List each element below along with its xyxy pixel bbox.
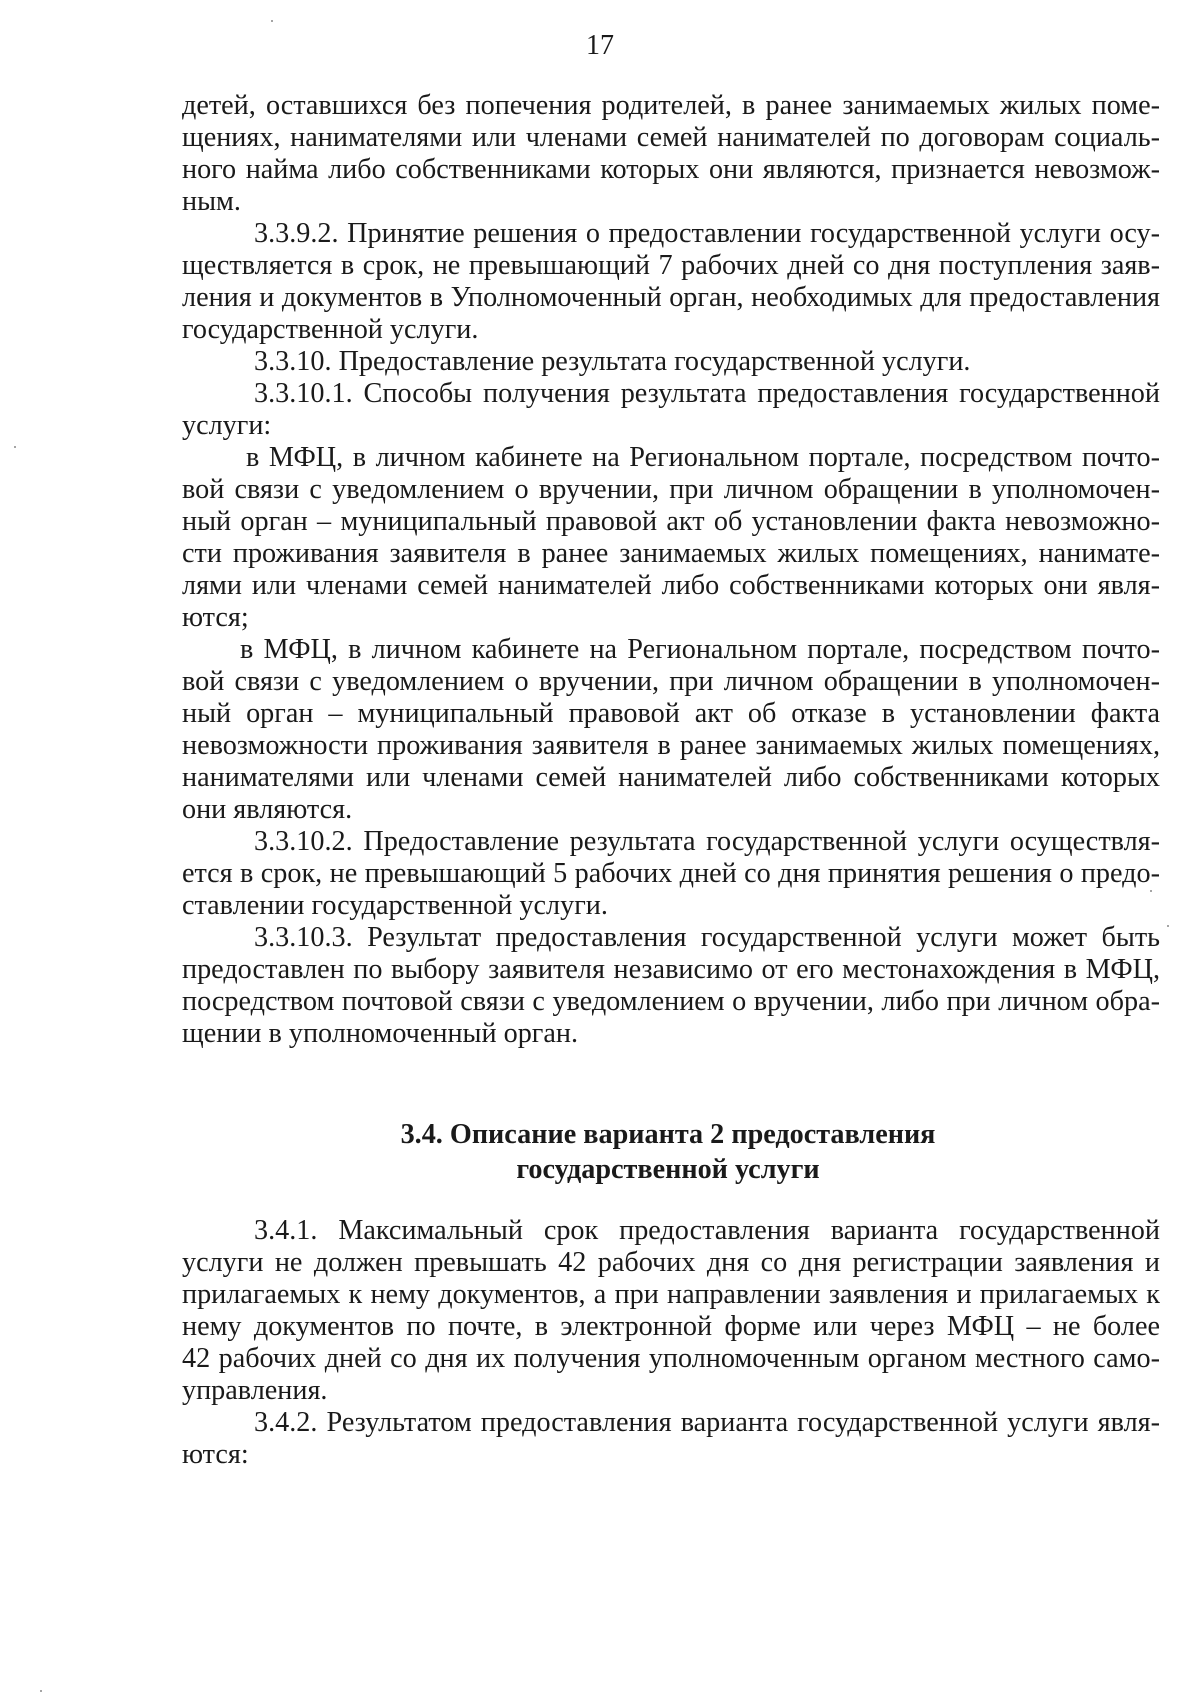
text-line: ным. (182, 186, 241, 217)
scan-speck (14, 446, 16, 448)
text-line: щениях, нанимателями или членами семей нанимателей по договорам социаль- (182, 122, 1160, 153)
page-number: 17 (586, 30, 614, 61)
text-line: 3.4.1. Максимальный срок предоставления варианта государственной (254, 1215, 1160, 1246)
scan-speck (271, 20, 273, 22)
text-line: они являются. (182, 794, 353, 825)
body-text-lower (182, 1215, 1160, 1471)
body-text-upper (182, 90, 1160, 1050)
text-line: нему документов по почте, в электронной форме или через МФЦ – не более (182, 1311, 1160, 1342)
text-line: нанимателями или членами семей нанимателей либо собственниками которых (182, 762, 1160, 793)
text-line: прилагаемых к нему документов, а при направлении заявления и прилагаемых к (182, 1279, 1160, 1310)
text-line: ного найма либо собственниками которых они являются, признается невозмож- (182, 154, 1160, 185)
text-line: ется в срок, не превышающий 5 рабочих дней со дня принятия решения о предо- (182, 858, 1160, 889)
scan-speck (40, 1690, 42, 1692)
section-heading-line: государственной услуги (516, 1154, 820, 1185)
section-heading (0, 1117, 1200, 1187)
text-line: детей, оставшихся без попечения родителей, в ранее занимаемых жилых поме- (182, 90, 1160, 121)
text-line: лями или членами семей нанимателей либо собственниками которых они явля- (182, 570, 1160, 601)
text-line: ются; (182, 602, 249, 633)
text-line: 3.3.10.2. Предоставление результата государственной услуги осуществля- (254, 826, 1160, 857)
text-line: ются: (182, 1439, 249, 1470)
text-line: 3.3.9.2. Принятие решения о предоставлении государственной услуги осу- (254, 218, 1160, 249)
text-line: посредством почтовой связи с уведомлением о вручении, либо при личном обра- (182, 986, 1160, 1017)
text-line: в МФЦ, в личном кабинете на Региональном портале, посредством почто- (240, 634, 1160, 665)
text-line: вой связи с уведомлением о вручении, при личном обращении в уполномочен- (182, 474, 1160, 505)
text-line: 3.3.10.3. Результат предоставления государственной услуги может быть (254, 922, 1160, 953)
text-line: управления. (182, 1375, 328, 1406)
text-line: ществляется в срок, не превышающий 7 рабочих дней со дня поступления заяв- (182, 250, 1160, 281)
text-line: 3.3.10. Предоставление результата государственной услуги. (254, 346, 971, 377)
text-line: государственной услуги. (182, 314, 479, 345)
text-line: щении в уполномоченный орган. (182, 1018, 579, 1049)
text-line: сти проживания заявителя в ранее занимаемых жилых помещениях, нанимате- (182, 538, 1160, 569)
text-line: невозможности проживания заявителя в ранее занимаемых жилых помещениях, (182, 730, 1160, 761)
text-line: ный орган – муниципальный правовой акт об отказе в установлении факта (182, 698, 1160, 729)
text-line: ставлении государственной услуги. (182, 890, 608, 921)
text-line: в МФЦ, в личном кабинете на Региональном портале, посредством почто- (246, 442, 1160, 473)
text-line: вой связи с уведомлением о вручении, при личном обращении в уполномочен- (182, 666, 1160, 697)
text-line: 3.3.10.1. Способы получения результата предоставления государственной (254, 378, 1160, 409)
text-line: 42 рабочих дней со дня их получения уполномоченным органом местного само- (182, 1343, 1160, 1374)
text-line: 3.4.2. Результатом предоставления варианта государственной услуги явля- (254, 1407, 1160, 1438)
scan-speck (1150, 890, 1152, 892)
text-line: ления и документов в Уполномоченный орган, необходимых для предоставления (182, 282, 1160, 313)
text-line: услуги не должен превышать 42 рабочих дня со дня регистрации заявления и (182, 1247, 1160, 1278)
text-line: услуги: (182, 410, 272, 441)
section-heading-line: 3.4. Описание варианта 2 предоставления (400, 1119, 936, 1150)
scan-speck (1167, 925, 1169, 927)
text-line: ный орган – муниципальный правовой акт об установлении факта невозможно- (182, 506, 1160, 537)
text-line: предоставлен по выбору заявителя независимо от его местонахождения в МФЦ, (182, 954, 1160, 985)
